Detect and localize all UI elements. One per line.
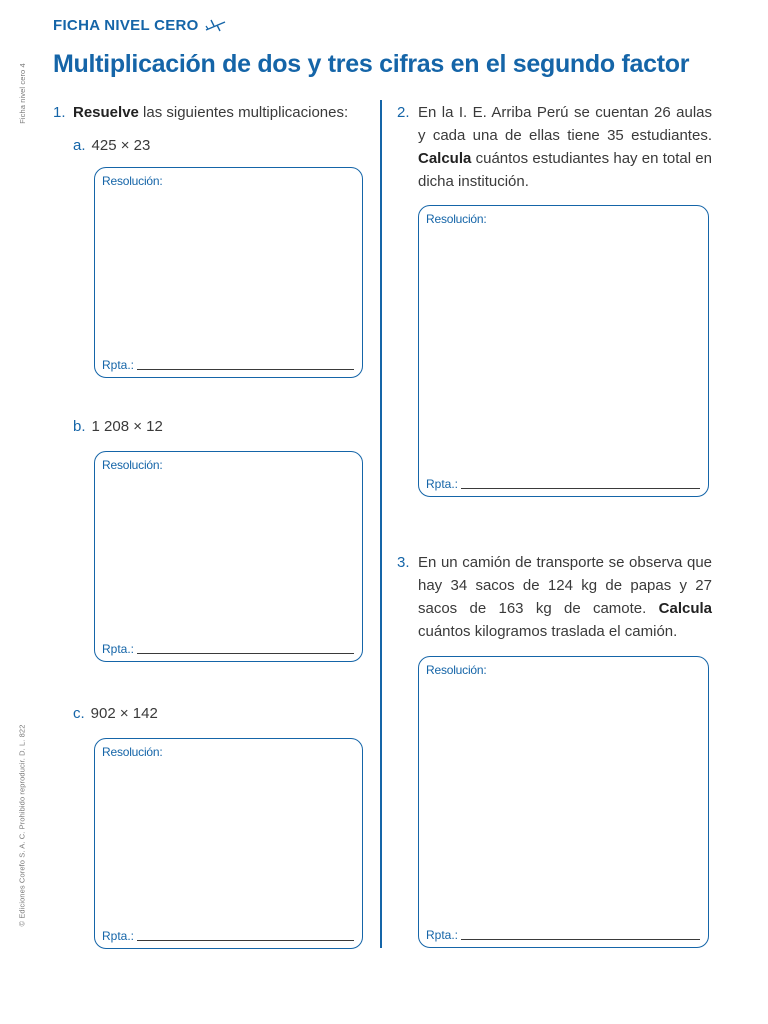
answer-label: Rpta.: bbox=[102, 642, 135, 656]
column-divider bbox=[380, 100, 382, 948]
question-text: las siguientes multiplicaciones: bbox=[138, 104, 349, 121]
answer-line bbox=[137, 940, 354, 941]
answer-field[interactable] bbox=[102, 642, 354, 656]
answer-label: Rpta.: bbox=[426, 928, 459, 942]
answer-label: Rpta.: bbox=[102, 358, 135, 372]
resolution-box-3[interactable] bbox=[418, 656, 709, 948]
answer-field[interactable] bbox=[102, 929, 354, 943]
sub-question-letter: b. bbox=[73, 418, 86, 435]
resolution-label: Resolución: bbox=[102, 745, 163, 759]
question-text: En un camión de transporte se observa que hay 34 sacos de 124 kg de papas y 27 sacos de 163 kg de camote. Calcula cuántos kilogramos traslada el camión. bbox=[418, 554, 712, 640]
question-number: 2. bbox=[397, 104, 410, 121]
multiplication-expression: 425 × 23 bbox=[91, 137, 151, 154]
sub-question-letter: c. bbox=[73, 705, 85, 722]
sidebar-page-label: Ficha nivel cero 4 bbox=[17, 62, 27, 124]
sub-question-b bbox=[73, 418, 163, 435]
answer-field[interactable] bbox=[102, 358, 354, 372]
resolution-box-b[interactable] bbox=[94, 451, 363, 662]
answer-line bbox=[137, 653, 354, 654]
answer-line bbox=[461, 488, 700, 489]
resolution-label: Resolución: bbox=[102, 458, 163, 472]
question-2-prompt bbox=[397, 101, 712, 193]
instruction-verb: Calcula bbox=[658, 600, 712, 617]
sidebar-copyright: © Ediciones Corefo S. A. C. Prohibido reproducir. D. L. 822 bbox=[17, 724, 27, 926]
multiplication-expression: 1 208 × 12 bbox=[91, 418, 163, 435]
instruction-verb: Calcula bbox=[418, 150, 472, 167]
resolution-box-a[interactable] bbox=[94, 167, 363, 378]
question-number: 1. bbox=[53, 104, 66, 121]
answer-line bbox=[461, 939, 700, 940]
page-title: Multiplicación de dos y tres cifras en el segundo factor bbox=[53, 50, 690, 78]
question-3-prompt bbox=[397, 551, 712, 643]
question-number: 3. bbox=[397, 554, 410, 571]
answer-label: Rpta.: bbox=[426, 477, 459, 491]
question-text: En la I. E. Arriba Perú se cuentan 26 aulas y cada una de ellas tiene 35 estudiantes. Calcula cuántos estudiantes hay en total en dicha institución. bbox=[418, 104, 712, 190]
sub-question-c bbox=[73, 705, 158, 722]
resolution-box-2[interactable] bbox=[418, 205, 709, 497]
resolution-box-c[interactable] bbox=[94, 738, 363, 949]
resolution-label: Resolución: bbox=[426, 212, 487, 226]
answer-line bbox=[137, 369, 354, 370]
answer-field[interactable] bbox=[426, 928, 700, 942]
multiplication-expression: 902 × 142 bbox=[90, 705, 158, 722]
worksheet-label: FICHA NIVEL CERO bbox=[53, 17, 227, 34]
question-1-prompt bbox=[53, 101, 373, 124]
resolution-label: Resolución: bbox=[102, 174, 163, 188]
answer-field[interactable] bbox=[426, 477, 700, 491]
answer-label: Rpta.: bbox=[102, 929, 135, 943]
instruction-verb: Resuelve bbox=[73, 104, 139, 121]
resolution-label: Resolución: bbox=[426, 663, 487, 677]
plane-icon bbox=[205, 19, 227, 33]
sub-question-letter: a. bbox=[73, 137, 86, 154]
sub-question-a bbox=[73, 137, 150, 154]
